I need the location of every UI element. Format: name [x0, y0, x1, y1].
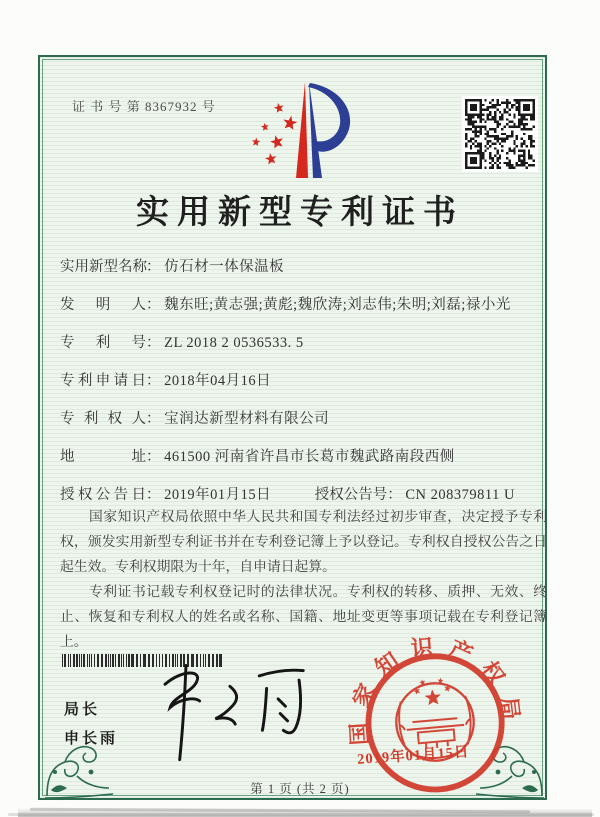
grant-date-value: 2019年01月15日	[164, 487, 272, 503]
field-row-address	[60, 447, 546, 468]
field-row-name	[60, 257, 546, 278]
photo-edge-shadow	[18, 808, 592, 817]
colon: ：	[146, 335, 161, 351]
barcode-bar	[131, 654, 134, 667]
barcode-bar	[112, 654, 114, 667]
field-value: 仿石材一体保温板	[164, 259, 285, 275]
logo-blue-stem	[309, 82, 322, 178]
barcode-bar	[73, 654, 75, 667]
barcode-bar	[108, 654, 109, 667]
barcode-bar	[123, 654, 124, 667]
barcode-bar	[79, 654, 80, 667]
barcode-bar	[126, 654, 127, 667]
field-value: 宝润达新型材料有限公司	[164, 411, 330, 427]
barcode-bar	[97, 654, 99, 667]
barcode-bar	[89, 654, 90, 667]
barcode-bar	[76, 654, 78, 667]
qr-code-icon	[462, 96, 538, 172]
field-row-grant	[60, 485, 546, 506]
logo-stars	[251, 102, 298, 165]
barcode-bar	[70, 654, 71, 667]
certificate-number: 证 书 号 第 8367932 号	[72, 99, 216, 114]
seal-ring-text: 国家知识产权局	[345, 633, 525, 746]
barcode-bar	[81, 654, 82, 667]
field-row-patent-no	[60, 333, 546, 354]
barcode-bar	[64, 654, 66, 667]
colon: ：	[146, 487, 161, 503]
colon: ：	[146, 449, 161, 465]
barcode-bar	[118, 654, 120, 667]
field-value: ZL 2018 2 0536533. 5	[164, 335, 304, 351]
barcode-bar	[68, 654, 69, 667]
grant-no-label: 授权公告号	[314, 487, 388, 503]
barcode-bar	[83, 654, 85, 667]
colon: ：	[146, 411, 161, 427]
cnipa-logo-icon	[246, 78, 352, 182]
field-row-filing-date	[60, 371, 546, 392]
field-label: 实用新型名称	[60, 259, 147, 275]
colon: ：	[146, 373, 161, 389]
field-label: 专利申请日	[60, 373, 146, 389]
logo-red-spike	[296, 82, 308, 178]
barcode-bar	[105, 654, 107, 667]
qr-code-canvas	[465, 99, 535, 169]
barcode-bar	[94, 654, 95, 667]
page-footer: 第 1 页 (共 2 页)	[250, 782, 350, 796]
seal-date: 2019年01月15日	[356, 744, 471, 768]
official-seal-icon	[337, 624, 532, 817]
legal-paragraph-2: 专利证书记载专利权登记时的法律状况。专利权的转移、质押、无效、终止、恢复和专利权人的姓名或名称、国籍、地址变更等事项记载在专利登记簿上。	[60, 584, 547, 649]
field-label: 发明人	[60, 297, 146, 313]
barcode-bar	[140, 654, 141, 667]
barcode-bar	[128, 654, 130, 667]
colon: ：	[146, 297, 161, 313]
barcode-bar	[115, 654, 116, 667]
barcode-bar	[136, 654, 138, 667]
certificate-fields	[60, 257, 546, 523]
seal-national-emblem	[393, 675, 477, 764]
handwritten-signature-icon	[142, 656, 320, 768]
field-label: 专利号	[60, 335, 146, 351]
barcode-bar	[110, 654, 111, 667]
field-value: 461500 河南省许昌市长葛市魏武路南段西侧	[164, 449, 455, 465]
colon: ：	[387, 487, 402, 503]
barcode-bar	[91, 654, 92, 667]
grant-date-label: 授权公告日	[60, 487, 146, 503]
barcode-bar	[101, 654, 103, 667]
signer-title: 局长	[64, 701, 101, 718]
logo-blue-bowl	[308, 83, 350, 152]
field-row-inventors	[60, 295, 546, 316]
barcode-bar	[62, 654, 63, 667]
seal-ring-text-container	[339, 627, 525, 746]
field-value: 2018年04月16日	[164, 373, 272, 389]
signer-name: 申长雨	[64, 730, 119, 747]
legal-paragraph-1: 国家知识产权局依照中华人民共和国专利法经过初步审查，决定授予专利权，颁发实用新型专利证书并在专利登记簿上予以登记。专利权自授权公告之日起生效。专利权期限为十年，自申请日起算。	[60, 509, 547, 574]
barcode-bar	[121, 654, 122, 667]
barcode-bar	[87, 654, 88, 667]
grant-no-value: CN 208379811 U	[405, 487, 515, 503]
field-label: 地址	[60, 449, 146, 465]
field-label: 专利权人	[60, 411, 146, 427]
field-row-patentee	[60, 409, 546, 430]
certificate-title: 实用新型专利证书	[136, 195, 464, 231]
colon: ：	[146, 259, 161, 275]
field-value: 魏东旺;黄志强;黄彪;魏欣涛;刘志伟;朱明;刘磊;禄小光	[164, 297, 511, 313]
